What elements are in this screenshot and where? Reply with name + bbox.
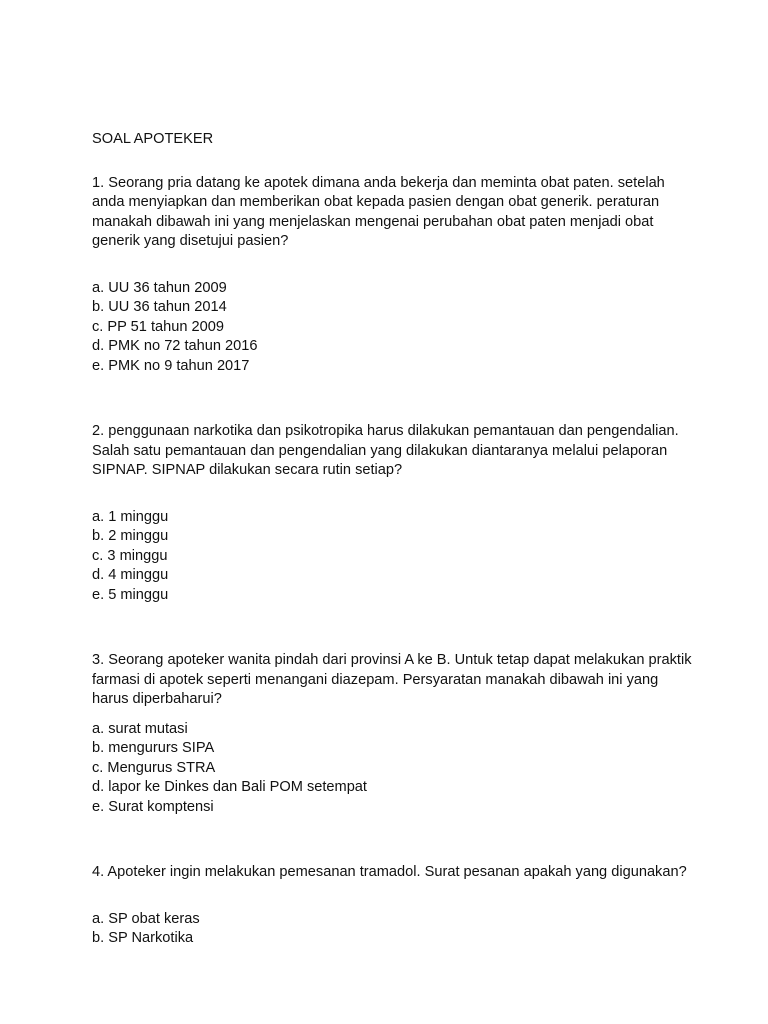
document-page bbox=[92, 130, 692, 949]
question-1-options bbox=[92, 279, 692, 377]
question-4-text: 4. Apoteker ingin melakukan pemesanan tramadol. Surat pesanan apakah yang digunakan? bbox=[92, 864, 687, 880]
question-1-option-e: e. PMK no 9 tahun 2017 bbox=[92, 357, 250, 374]
document-title: SOAL APOTEKER bbox=[92, 131, 214, 147]
question-2 bbox=[92, 422, 692, 605]
question-4-options bbox=[92, 910, 692, 949]
question-1-text: 1. Seorang pria datang ke apotek dimana anda bekerja dan meminta obat paten. setelah anda menyiapkan dan memberikan obat kepada pasien dengan obat generik. peraturan manakah dibawah ini yang menjelaskan mengenai perubahan obat paten menjadi obat generik yang disetujui pasien? bbox=[92, 174, 665, 249]
question-2-option-b: b. 2 minggu bbox=[92, 528, 169, 544]
question-3-option-c: c. Mengurus STRA bbox=[92, 759, 216, 776]
question-3-option-e: e. Surat komptensi bbox=[92, 798, 214, 815]
question-4 bbox=[92, 863, 692, 949]
question-2-option-e: e. 5 minggu bbox=[92, 586, 169, 603]
question-1-option-a: a. UU 36 tahun 2009 bbox=[92, 279, 227, 296]
question-2-option-d: d. 4 minggu bbox=[92, 567, 169, 583]
question-1-option-d: d. PMK no 72 tahun 2016 bbox=[92, 338, 258, 354]
question-2-options bbox=[92, 508, 692, 606]
question-2-option-c: c. 3 minggu bbox=[92, 547, 168, 564]
question-4-option-a: a. SP obat keras bbox=[92, 910, 200, 927]
question-3 bbox=[92, 651, 692, 817]
question-3-option-d: d. lapor ke Dinkes dan Bali POM setempat bbox=[92, 779, 367, 795]
question-4-option-b: b. SP Narkotika bbox=[92, 930, 194, 946]
question-2-option-a: a. 1 minggu bbox=[92, 508, 169, 525]
question-3-options bbox=[92, 720, 692, 818]
question-3-text: 3. Seorang apoteker wanita pindah dari provinsi A ke B. Untuk tetap dapat melakukan praktik farmasi di apotek seperti menangani diazepam. Persyaratan manakah dibawah ini yang harus diperbaharui? bbox=[92, 652, 692, 707]
question-3-option-a: a. surat mutasi bbox=[92, 720, 188, 737]
question-2-text: 2. penggunaan narkotika dan psikotropika harus dilakukan pemantauan dan pengendalian. Salah satu pemantauan dan pengendalian yang dilakukan diantaranya melalui pelaporan SIPNAP. SIPNAP dilakukan secara rutin setiap? bbox=[92, 423, 679, 478]
question-3-option-b: b. mengururs SIPA bbox=[92, 740, 215, 756]
question-1-option-c: c. PP 51 tahun 2009 bbox=[92, 318, 224, 335]
question-1-option-b: b. UU 36 tahun 2014 bbox=[92, 299, 227, 315]
question-1 bbox=[92, 174, 692, 377]
